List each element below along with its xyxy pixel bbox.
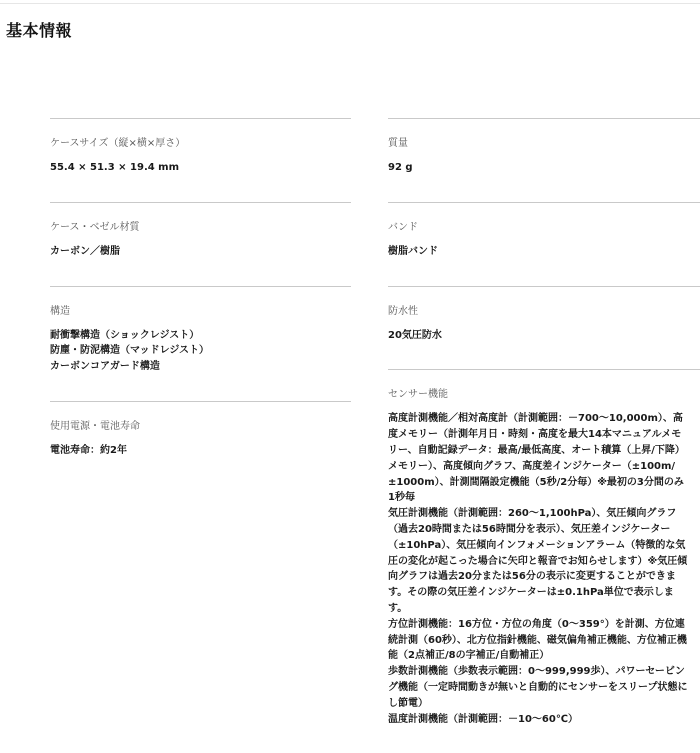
spec-value-line: 樹脂バンド: [388, 245, 438, 257]
page-title: 基本情報: [6, 21, 73, 40]
spec-value-line: 55.4 × 51.3 × 19.4 mm: [50, 162, 180, 173]
spec-label: 構造: [50, 305, 70, 317]
spec-label: センサー機能: [388, 389, 448, 401]
spec-case-size: [50, 118, 351, 202]
spec-value: [388, 151, 700, 202]
spec-value: [50, 319, 351, 401]
spec-value-line: カーボンコアガード構造: [50, 361, 160, 373]
sensor-barometer: 気圧計測機能（計測範囲：260～1,100hPa）、気圧傾向グラフ（過去20時間または56時間分を表示）、気圧差インジケーター（±10hPa）、気圧傾向インフォメーションアラーム（特徴的な気圧の変化が起こった場合に矢印と報音でお知らせします）※気圧傾向グラフは過去20分または56分の表示に変更することができます。その際の気圧差インジケーターは±0.1hPa単位で表示します。: [388, 508, 688, 614]
spec-water-resistance: [388, 286, 700, 370]
spec-value-line: 防塵・防泥構造（マッドレジスト）: [50, 345, 210, 357]
spec-column-right: [388, 118, 700, 753]
spec-value-line: 92 g: [388, 162, 413, 173]
spec-label: 使用電源・電池寿命: [50, 420, 140, 432]
top-divider: [0, 3, 700, 4]
spec-label: 質量: [388, 138, 408, 149]
sensor-thermometer: 温度計測機能（計測範囲：－10～60℃）: [388, 713, 578, 725]
spec-band: [388, 202, 700, 286]
spec-case-material: [50, 202, 351, 286]
spec-value-line: カーボン／樹脂: [50, 245, 120, 257]
spec-label: ケースサイズ（縦×横×厚さ）: [50, 138, 186, 149]
spec-value: [388, 319, 700, 370]
sensor-compass: 方位計測機能：16方位・方位の角度（0～359°）を計測、方位連続計測（60秒）、北方位指針機能、磁気偏角補正機能、方位補正機能（2点補正/8の字補正/自動補正）: [388, 618, 687, 662]
sensor-step-counter: 歩数計測機能（歩数表示範囲：0～999,999歩）、パワーセービング機能（一定時間動きが無いと自動的にセンサーをスリープ状態にし節電）: [388, 666, 688, 709]
spec-structure: [50, 286, 351, 401]
spec-weight: [388, 118, 700, 202]
spec-value-line: 耐衝撃構造（ショックレジスト）: [50, 329, 200, 341]
spec-column-left: [50, 118, 351, 485]
spec-value: [50, 434, 351, 485]
spec-label: 防水性: [388, 305, 418, 317]
spec-label: ケース・ベゼル材質: [50, 221, 140, 233]
spec-value: [388, 235, 700, 286]
spec-power: [50, 401, 351, 485]
spec-value-line: 電池寿命：約2年: [50, 444, 127, 456]
spec-value: [50, 151, 351, 202]
spec-value: [388, 402, 700, 753]
spec-value: [50, 235, 351, 286]
spec-value-line: 20気圧防水: [388, 329, 442, 341]
spec-sensors: [388, 369, 700, 753]
sensor-altimeter: 高度計測機能／相対高度計（計測範囲：－700～10,000m）、高度メモリー（計測年月日・時刻・高度を最大14本マニュアルメモリー、自動記録データ：最高/最低高度、オート積算（上昇/下降）メモリー）、高度傾向グラフ、高度差インジケーター（±100m/±1000m）、計測間隔設定機能（5秒/2分毎）※最初の3分間のみ1秒毎: [388, 413, 685, 504]
spec-label: バンド: [388, 221, 418, 233]
